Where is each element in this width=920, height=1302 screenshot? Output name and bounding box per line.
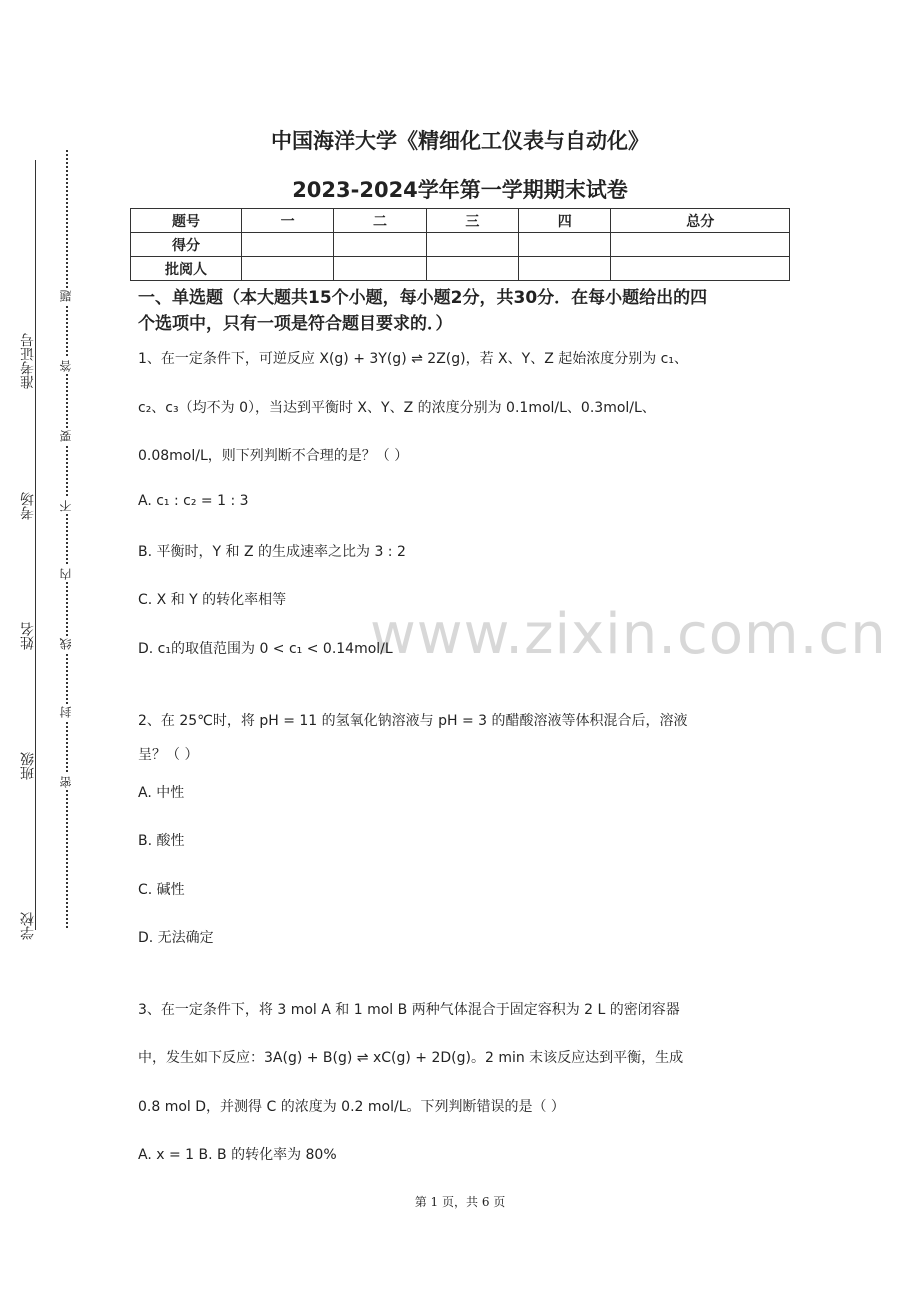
grader-cell <box>519 257 611 281</box>
binding-line <box>35 160 36 930</box>
seal-char: 封 <box>59 706 73 718</box>
question-1-text: c₂、c₃（均不为 0），当达到平衡时 X、Y、Z 的浓度分别为 0.1mol/L、0.3mol/L、 <box>138 400 656 416</box>
question-1-text: 0.08mol/L，则下列判断不合理的是？（ ） <box>138 448 409 464</box>
grader-cell <box>611 257 790 281</box>
seal-char: 内 <box>59 568 73 580</box>
score-table <box>130 208 790 281</box>
exam-room-label: 考场 <box>20 492 36 520</box>
grader-cell <box>426 257 518 281</box>
exam-subtitle: 2023-2024学年第一学期期末试卷 <box>292 178 628 202</box>
q2-option-d: D. 无法确定 <box>138 930 214 946</box>
score-cell <box>611 233 790 257</box>
grader-row <box>131 257 790 281</box>
table-header-cell: 一 <box>242 209 334 233</box>
question-2-text: 呈？（ ） <box>138 747 199 763</box>
section-heading-line: 个选项中，只有一项是符合题目要求的．） <box>138 314 453 334</box>
q2-option-a: A. 中性 <box>138 785 185 801</box>
seal-char: 密 <box>59 776 73 788</box>
school-label: 学校 <box>20 912 36 940</box>
seal-char: 不 <box>59 500 73 512</box>
seal-char: 答 <box>59 360 73 372</box>
score-cell <box>519 233 611 257</box>
q2-option-b: B. 酸性 <box>138 833 185 849</box>
row-label-cell: 批阅人 <box>131 257 242 281</box>
q1-option-d: D. c₁的取值范围为 0 < c₁ < 0.14mol/L <box>138 641 393 657</box>
class-label: 班级 <box>20 752 36 780</box>
row-label-cell: 得分 <box>131 233 242 257</box>
seal-char: 要 <box>59 430 73 442</box>
score-cell <box>426 233 518 257</box>
table-header-cell: 四 <box>519 209 611 233</box>
section-heading <box>138 285 788 337</box>
score-row <box>131 233 790 257</box>
q1-option-a: A. c₁ : c₂ = 1 : 3 <box>138 493 249 509</box>
watermark: www.zixin.com.cn <box>370 602 887 667</box>
question-1-text: 1、在一定条件下，可逆反应 X(g) + 3Y(g) ⇌ 2Z(g)，若 X、Y、Z 起始浓度分别为 c₁、 <box>138 351 688 367</box>
table-header-cell: 总分 <box>611 209 790 233</box>
score-table-header-row <box>131 209 790 233</box>
question-3-text: 3、在一定条件下，将 3 mol A 和 1 mol B 两种气体混合于固定容积为 2 L 的密闭容器 <box>138 1002 680 1018</box>
score-cell <box>334 233 426 257</box>
question-3-text: A. x = 1 B. B 的转化率为 80% <box>138 1147 337 1163</box>
exam-title: 中国海洋大学《精细化工仪表与自动化》 <box>271 129 649 153</box>
table-header-cell: 题号 <box>131 209 242 233</box>
seal-char: 题 <box>59 290 73 302</box>
score-cell <box>242 233 334 257</box>
grader-cell <box>334 257 426 281</box>
section-heading-line: 一、单选题（本大题共15个小题，每小题2分，共30分．在每小题给出的四 <box>138 288 708 308</box>
question-3-text: 中，发生如下反应：3A(g) + B(g) ⇌ xC(g) + 2D(g)。2 min 末该反应达到平衡，生成 <box>138 1050 684 1066</box>
seal-dotted-line <box>66 150 68 928</box>
seal-char: 线 <box>59 638 73 650</box>
q1-option-b: B. 平衡时，Y 和 Z 的生成速率之比为 3 : 2 <box>138 544 406 560</box>
exam-id-label: 准考证号 <box>20 333 36 389</box>
page-footer: 第 1 页，共 6 页 <box>414 1195 506 1209</box>
question-3-text: 0.8 mol D，并测得 C 的浓度为 0.2 mol/L。下列判断错误的是（ ） <box>138 1099 565 1115</box>
table-header-cell: 二 <box>334 209 426 233</box>
grader-cell <box>242 257 334 281</box>
table-header-cell: 三 <box>426 209 518 233</box>
q1-option-c: C. X 和 Y 的转化率相等 <box>138 592 287 608</box>
q2-option-c: C. 碱性 <box>138 882 185 898</box>
name-label: 姓名 <box>20 622 36 650</box>
question-2-text: 2、在 25℃时，将 pH = 11 的氢氧化钠溶液与 pH = 3 的醋酸溶液等体积混合后，溶液 <box>138 713 688 729</box>
